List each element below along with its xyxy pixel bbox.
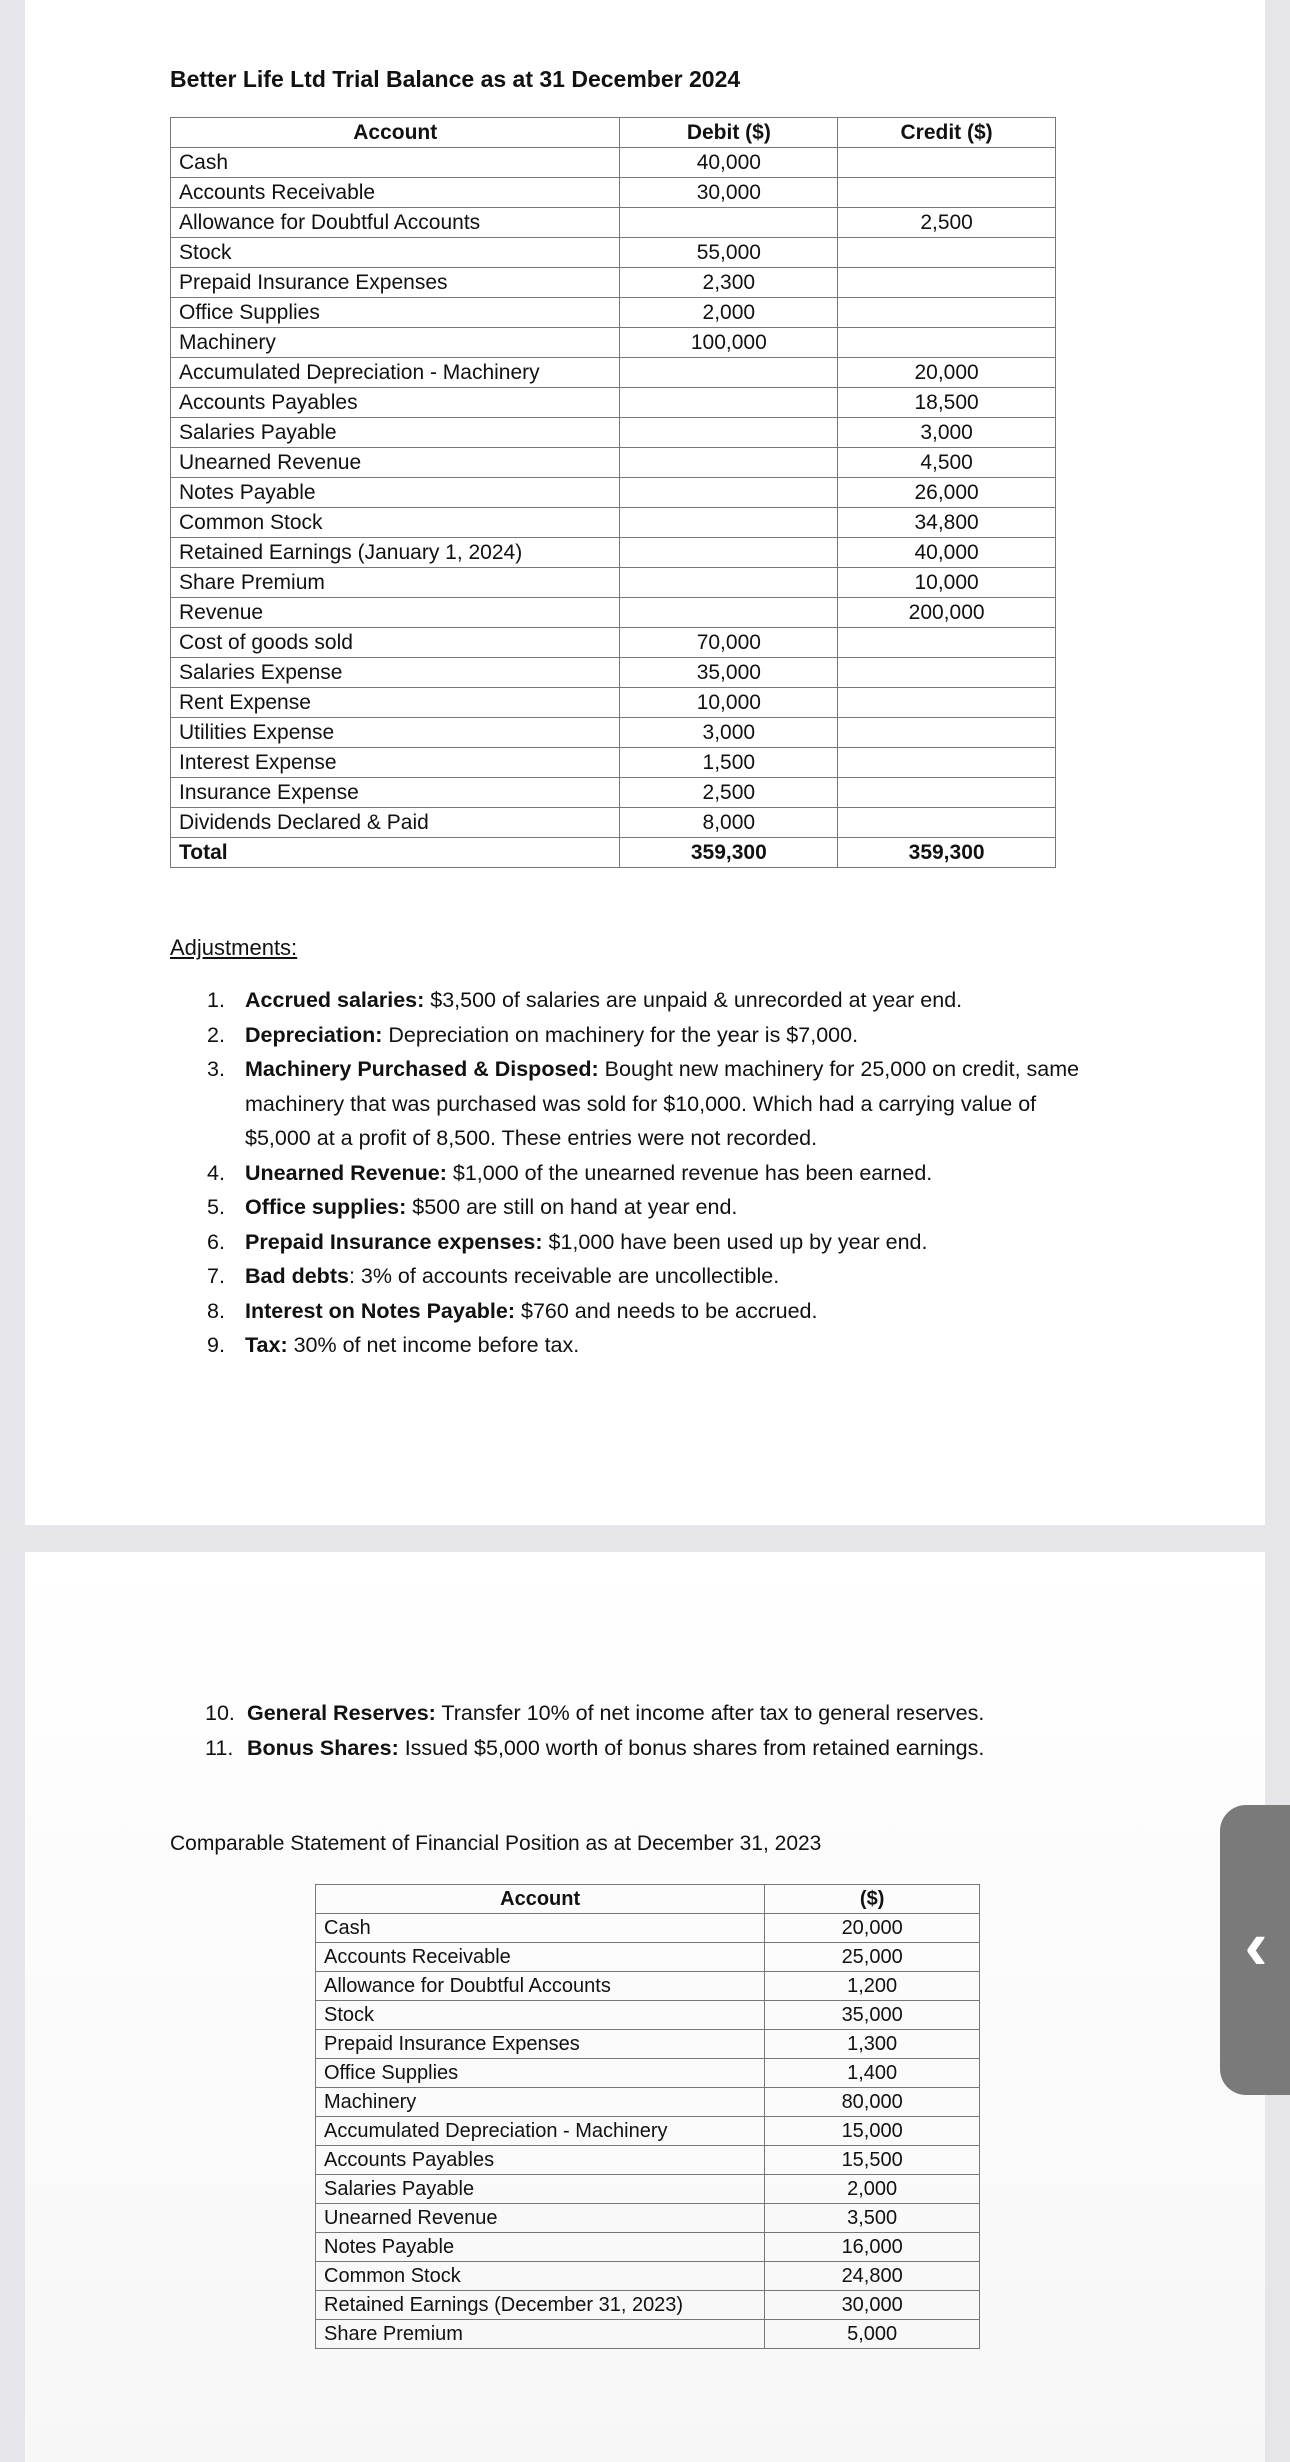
cell-credit: 200,000 — [838, 598, 1056, 628]
adjustment-item — [207, 1259, 1087, 1294]
cell-account: Insurance Expense — [171, 778, 620, 808]
item-body — [245, 1018, 858, 1053]
cell-account: Rent Expense — [171, 688, 620, 718]
cell-credit — [838, 268, 1056, 298]
table-row — [171, 178, 1056, 208]
item-label: Unearned Revenue: — [245, 1160, 447, 1185]
table-row — [171, 508, 1056, 538]
table-row — [171, 328, 1056, 358]
cell-debit — [620, 478, 838, 508]
cell-credit — [838, 718, 1056, 748]
table-row — [316, 2146, 980, 2175]
item-body — [247, 1696, 984, 1731]
cell-account: Accounts Receivable — [316, 1943, 765, 1972]
item-body — [245, 1294, 817, 1329]
cell-account: Unearned Revenue — [171, 448, 620, 478]
item-body — [245, 1052, 1087, 1156]
cell-amount: 5,000 — [765, 2320, 980, 2349]
table-row — [316, 2204, 980, 2233]
table-row — [171, 688, 1056, 718]
cell-account: Common Stock — [316, 2262, 765, 2291]
table-row — [171, 808, 1056, 838]
cell-account: Salaries Expense — [171, 658, 620, 688]
cell-account: Revenue — [171, 598, 620, 628]
cell-account: Interest Expense — [171, 748, 620, 778]
cell-account: Share Premium — [171, 568, 620, 598]
item-body — [245, 1190, 737, 1225]
side-panel-tab[interactable] — [1220, 1805, 1290, 2095]
adjustment-item — [205, 1731, 1105, 1766]
item-label: Depreciation: — [245, 1022, 383, 1047]
table-row — [171, 238, 1056, 268]
adjustment-item — [207, 1328, 1087, 1363]
cell-credit: 18,500 — [838, 388, 1056, 418]
cell-debit — [620, 388, 838, 418]
item-number: 11. — [205, 1735, 234, 1760]
cell-account: Allowance for Doubtful Accounts — [316, 1972, 765, 2001]
adjustments-list-continued — [205, 1696, 1105, 1765]
adjustments-list — [207, 983, 1087, 1363]
cell-account: Utilities Expense — [171, 718, 620, 748]
table-row — [316, 2233, 980, 2262]
total-row — [171, 838, 1056, 868]
cell-credit: 20,000 — [838, 358, 1056, 388]
adjustment-item — [207, 983, 1087, 1018]
table-row — [171, 748, 1056, 778]
cell-account: Share Premium — [316, 2320, 765, 2349]
cell-account: Accounts Payables — [316, 2146, 765, 2175]
cell-credit — [838, 808, 1056, 838]
item-number: 2. — [207, 1022, 225, 1047]
cell-account: Retained Earnings (December 31, 2023) — [316, 2291, 765, 2320]
cell-amount: 35,000 — [765, 2001, 980, 2030]
table-row — [316, 2320, 980, 2349]
cell-debit — [620, 448, 838, 478]
cell-account: Cash — [316, 1914, 765, 1943]
cell-account: Salaries Payable — [171, 418, 620, 448]
item-number: 4. — [207, 1160, 225, 1185]
cell-amount: 25,000 — [765, 1943, 980, 1972]
table-row — [171, 268, 1056, 298]
table-row — [316, 1972, 980, 2001]
cell-account: Retained Earnings (January 1, 2024) — [171, 538, 620, 568]
column-header-amount: ($) — [765, 1885, 980, 1914]
cell-debit: 70,000 — [620, 628, 838, 658]
cell-debit — [620, 358, 838, 388]
item-body — [245, 983, 962, 1018]
item-number: 8. — [207, 1298, 225, 1323]
cell-debit: 100,000 — [620, 328, 838, 358]
item-label: General Reserves: — [247, 1701, 436, 1725]
cell-account: Unearned Revenue — [316, 2204, 765, 2233]
adjustments-heading: Adjustments: — [170, 935, 298, 960]
cell-debit: 30,000 — [620, 178, 838, 208]
cell-account: Salaries Payable — [316, 2175, 765, 2204]
cell-debit: 8,000 — [620, 808, 838, 838]
table-row — [316, 2117, 980, 2146]
chevron-left-icon: ‹ — [1244, 1906, 1268, 1984]
column-header-account: Account — [171, 118, 620, 148]
cell-credit: 2,500 — [838, 208, 1056, 238]
item-body — [245, 1156, 932, 1191]
table-row — [316, 2059, 980, 2088]
item-label: Bonus Shares: — [247, 1735, 399, 1760]
cell-account: Accounts Payables — [171, 388, 620, 418]
cell-debit: 55,000 — [620, 238, 838, 268]
table-row — [316, 2001, 980, 2030]
cell-credit: 10,000 — [838, 568, 1056, 598]
table-row — [316, 2088, 980, 2117]
item-text: $1,000 of the unearned revenue has been earned. — [446, 1160, 933, 1185]
total-debit: 359,300 — [620, 838, 838, 868]
item-number: 10. — [205, 1701, 235, 1725]
cell-amount: 16,000 — [765, 2233, 980, 2262]
table-row — [171, 478, 1056, 508]
comparable-statement-table — [315, 1884, 980, 2349]
item-number: 7. — [207, 1264, 225, 1288]
item-text: $3,500 of salaries are unpaid & unrecorded at year end. — [424, 988, 963, 1012]
item-text: 30% of net income before tax. — [287, 1333, 580, 1357]
item-number: 6. — [207, 1229, 225, 1254]
cell-credit — [838, 238, 1056, 268]
table-row — [171, 718, 1056, 748]
cell-debit — [620, 508, 838, 538]
cell-account: Stock — [171, 238, 620, 268]
cell-credit — [838, 328, 1056, 358]
cell-amount: 24,800 — [765, 2262, 980, 2291]
item-label: Interest on Notes Payable: — [245, 1298, 516, 1323]
cell-account: Machinery — [171, 328, 620, 358]
cell-account: Common Stock — [171, 508, 620, 538]
item-label: Tax: — [245, 1333, 288, 1357]
cell-credit — [838, 688, 1056, 718]
adjustment-item — [207, 1156, 1087, 1191]
cell-amount: 15,000 — [765, 2117, 980, 2146]
table-row — [316, 1914, 980, 1943]
cell-account: Dividends Declared & Paid — [171, 808, 620, 838]
cell-account: Cash — [171, 148, 620, 178]
cell-account: Office Supplies — [316, 2059, 765, 2088]
cell-credit: 3,000 — [838, 418, 1056, 448]
item-number: 9. — [207, 1333, 225, 1357]
column-header-debit: Debit ($) — [620, 118, 838, 148]
table-row — [171, 358, 1056, 388]
cell-account: Accounts Receivable — [171, 178, 620, 208]
cell-debit — [620, 538, 838, 568]
cell-account: Allowance for Doubtful Accounts — [171, 208, 620, 238]
cell-debit: 35,000 — [620, 658, 838, 688]
item-number: 5. — [207, 1195, 225, 1219]
cell-credit: 40,000 — [838, 538, 1056, 568]
table-row — [171, 568, 1056, 598]
item-text: : 3% of accounts receivable are uncollectible. — [348, 1264, 780, 1288]
trial-balance-title: Better Life Ltd Trial Balance as at 31 December 2024 — [170, 66, 741, 92]
item-label: Office supplies: — [245, 1195, 407, 1219]
cell-credit — [838, 778, 1056, 808]
trial-balance-table — [170, 117, 1056, 868]
cell-account: Notes Payable — [316, 2233, 765, 2262]
cell-credit — [838, 178, 1056, 208]
table-row — [316, 2175, 980, 2204]
cell-debit: 2,000 — [620, 298, 838, 328]
column-header-account: Account — [316, 1885, 765, 1914]
total-label: Total — [171, 838, 620, 868]
cell-debit — [620, 418, 838, 448]
cell-amount: 1,200 — [765, 1972, 980, 2001]
item-label: Machinery Purchased & Disposed: — [245, 1057, 599, 1081]
cell-debit — [620, 568, 838, 598]
table-row — [171, 628, 1056, 658]
adjustment-item — [207, 1018, 1087, 1053]
item-body — [245, 1225, 927, 1260]
cell-credit — [838, 658, 1056, 688]
cell-account: Prepaid Insurance Expenses — [316, 2030, 765, 2059]
item-body — [245, 1259, 779, 1294]
cell-debit: 10,000 — [620, 688, 838, 718]
item-text: $1,000 have been used up by year end. — [542, 1229, 928, 1254]
cell-debit: 2,300 — [620, 268, 838, 298]
adjustment-item — [207, 1294, 1087, 1329]
cell-amount: 3,500 — [765, 2204, 980, 2233]
adjustment-item — [207, 1190, 1087, 1225]
cell-account: Notes Payable — [171, 478, 620, 508]
table-row — [316, 1943, 980, 1972]
item-body — [245, 1328, 579, 1363]
cell-amount: 30,000 — [765, 2291, 980, 2320]
item-body — [247, 1731, 984, 1766]
cell-credit: 34,800 — [838, 508, 1056, 538]
comparable-title: Comparable Statement of Financial Position as at December 31, 2023 — [170, 1832, 822, 1855]
table-row — [316, 2291, 980, 2320]
cell-account: Accumulated Depreciation - Machinery — [171, 358, 620, 388]
item-number: 3. — [207, 1057, 225, 1081]
column-header-credit: Credit ($) — [838, 118, 1056, 148]
table-row — [171, 598, 1056, 628]
cell-debit: 3,000 — [620, 718, 838, 748]
table-row — [171, 448, 1056, 478]
cell-credit — [838, 628, 1056, 658]
adjustment-item — [207, 1225, 1087, 1260]
cell-debit — [620, 208, 838, 238]
table-row — [316, 2262, 980, 2291]
cell-account: Accumulated Depreciation - Machinery — [316, 2117, 765, 2146]
cell-credit: 4,500 — [838, 448, 1056, 478]
table-row — [171, 538, 1056, 568]
cell-credit — [838, 148, 1056, 178]
cell-amount: 1,400 — [765, 2059, 980, 2088]
item-label: Prepaid Insurance expenses: — [245, 1229, 543, 1254]
cell-debit: 2,500 — [620, 778, 838, 808]
item-text: $760 and needs to be accrued. — [515, 1298, 818, 1323]
item-text: Issued $5,000 worth of bonus shares from retained earnings. — [398, 1735, 985, 1760]
cell-account: Machinery — [316, 2088, 765, 2117]
item-text: Depreciation on machinery for the year is $7,000. — [382, 1022, 859, 1047]
cell-account: Cost of goods sold — [171, 628, 620, 658]
cell-debit — [620, 598, 838, 628]
cell-amount: 1,300 — [765, 2030, 980, 2059]
cell-account: Stock — [316, 2001, 765, 2030]
cell-credit — [838, 748, 1056, 778]
cell-amount: 80,000 — [765, 2088, 980, 2117]
table-row — [171, 418, 1056, 448]
cell-credit: 26,000 — [838, 478, 1056, 508]
cell-amount: 15,500 — [765, 2146, 980, 2175]
adjustment-item — [205, 1696, 1105, 1731]
item-label: Bad debts — [245, 1264, 349, 1288]
cell-debit: 40,000 — [620, 148, 838, 178]
item-text: Bought new machinery for 25,000 on credit, same machinery that was purchased was sold for $10,000. Which had a carrying value of $5,000 at a profit of 8,500. These entries were not recorded. — [245, 1057, 1080, 1150]
table-row — [171, 388, 1056, 418]
table-row — [171, 208, 1056, 238]
cell-account: Prepaid Insurance Expenses — [171, 268, 620, 298]
table-row — [171, 778, 1056, 808]
cell-account: Office Supplies — [171, 298, 620, 328]
item-text: $500 are still on hand at year end. — [406, 1195, 738, 1219]
item-number: 1. — [207, 988, 225, 1012]
cell-amount: 20,000 — [765, 1914, 980, 1943]
cell-amount: 2,000 — [765, 2175, 980, 2204]
cell-debit: 1,500 — [620, 748, 838, 778]
adjustment-item — [207, 1052, 1087, 1156]
item-label: Accrued salaries: — [245, 988, 425, 1012]
total-credit: 359,300 — [838, 838, 1056, 868]
table-row — [171, 148, 1056, 178]
table-row — [171, 658, 1056, 688]
item-text: Transfer 10% of net income after tax to general reserves. — [435, 1701, 985, 1725]
table-row — [316, 2030, 980, 2059]
table-row — [171, 298, 1056, 328]
cell-credit — [838, 298, 1056, 328]
